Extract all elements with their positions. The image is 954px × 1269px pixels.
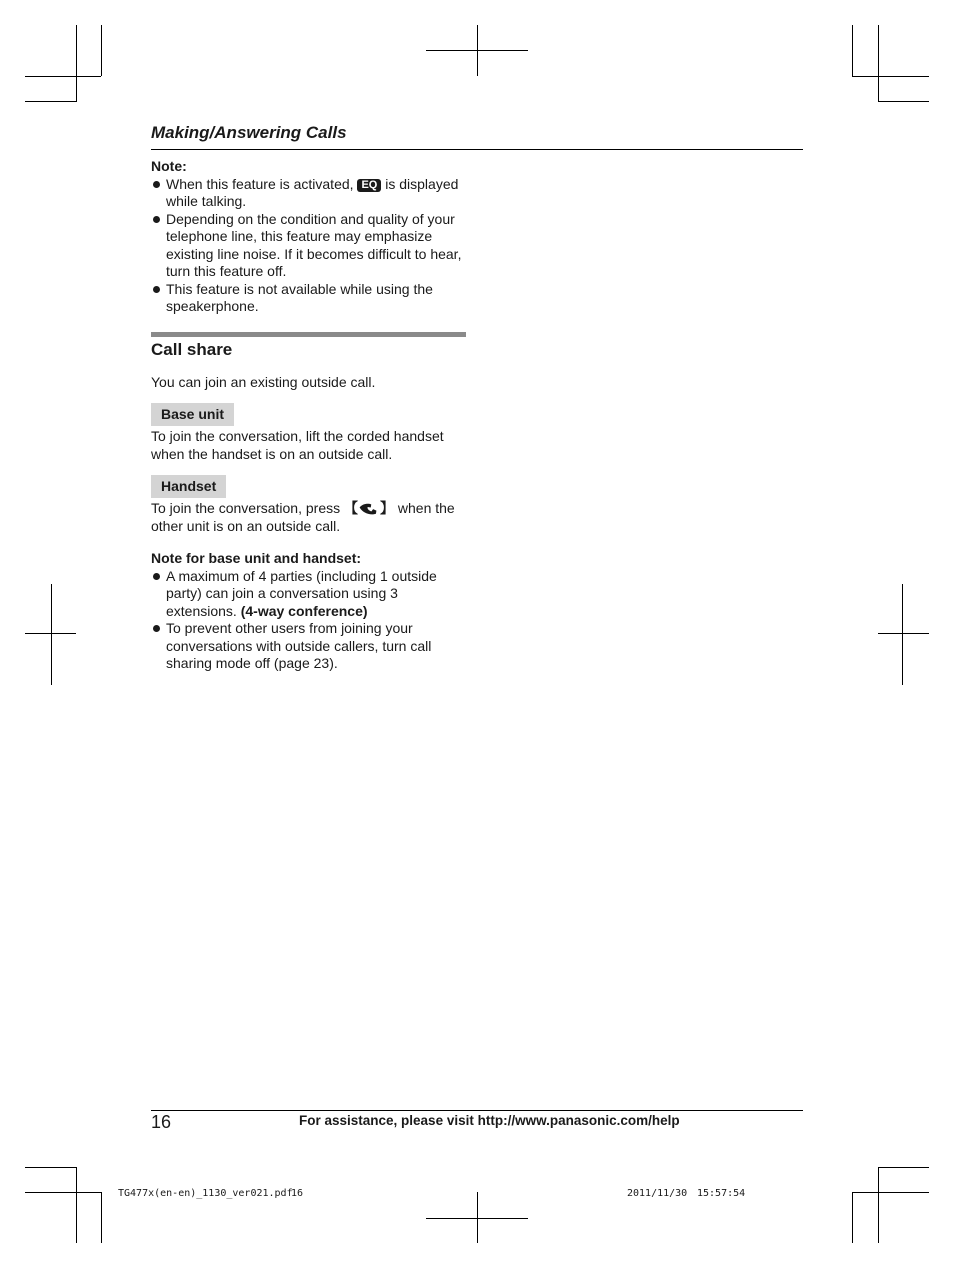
handset-label: Handset xyxy=(151,475,226,498)
list-item xyxy=(151,176,471,211)
note-item-1-before: When this feature is activated, xyxy=(166,175,354,192)
note2-list xyxy=(151,568,471,673)
handset-text-after: when the other unit is on an outside call. xyxy=(151,500,455,534)
section-divider xyxy=(151,149,803,150)
handset-text xyxy=(151,500,471,535)
assistance-link-text: For assistance, please visit http://www.panasonic.com/help xyxy=(299,1113,680,1128)
print-page: 16 xyxy=(291,1188,304,1199)
note2-item-1-bold: (4-way conference) xyxy=(240,602,368,619)
call-share-title: Call share xyxy=(151,340,233,359)
note-block xyxy=(151,158,471,316)
eq-badge-icon: EQ xyxy=(357,179,381,192)
section-title: Making/Answering Calls xyxy=(151,123,347,142)
list-item: This feature is not available while using the speakerphone. xyxy=(151,281,471,316)
list-item: To prevent other users from joining your conversations with outside callers, turn call sharing mode off (page 23). xyxy=(151,620,471,673)
phone-talk-icon xyxy=(358,502,380,516)
list-item xyxy=(151,568,471,621)
note2-label: Note for base unit and handset: xyxy=(151,550,362,566)
list-item: Depending on the condition and quality of your telephone line, this feature may emphasize existing line noise. If it becomes difficult to hear, turn this feature off. xyxy=(151,211,471,281)
note2-item-1-text: A maximum of 4 parties (including 1 outside party) can join a conversation using 3 extensions. xyxy=(166,567,437,619)
page-number: 16 xyxy=(151,1112,172,1132)
note-list xyxy=(151,176,471,316)
note-label: Note: xyxy=(151,158,187,174)
footer-divider xyxy=(151,1110,803,1111)
handset-text-before: To join the conversation, press xyxy=(151,500,341,516)
key-bracket-open: 【 xyxy=(344,500,358,516)
base-unit-label: Base unit xyxy=(151,403,234,426)
note2-block xyxy=(151,550,471,673)
key-bracket-close: 】 xyxy=(380,500,394,516)
call-share-intro: You can join an existing outside call. xyxy=(151,374,376,390)
base-unit-text: To join the conversation, lift the corded handset when the handset is on an outside call. xyxy=(151,428,444,462)
print-time: 15:57:54 xyxy=(697,1188,746,1199)
print-date: 2011/11/30 xyxy=(627,1188,688,1199)
print-file-name: TG477x(en-en)_1130_ver021.pdf xyxy=(118,1188,293,1199)
note-item-1-after: is displayed while talking. xyxy=(166,175,459,209)
heading-bar xyxy=(151,332,466,337)
